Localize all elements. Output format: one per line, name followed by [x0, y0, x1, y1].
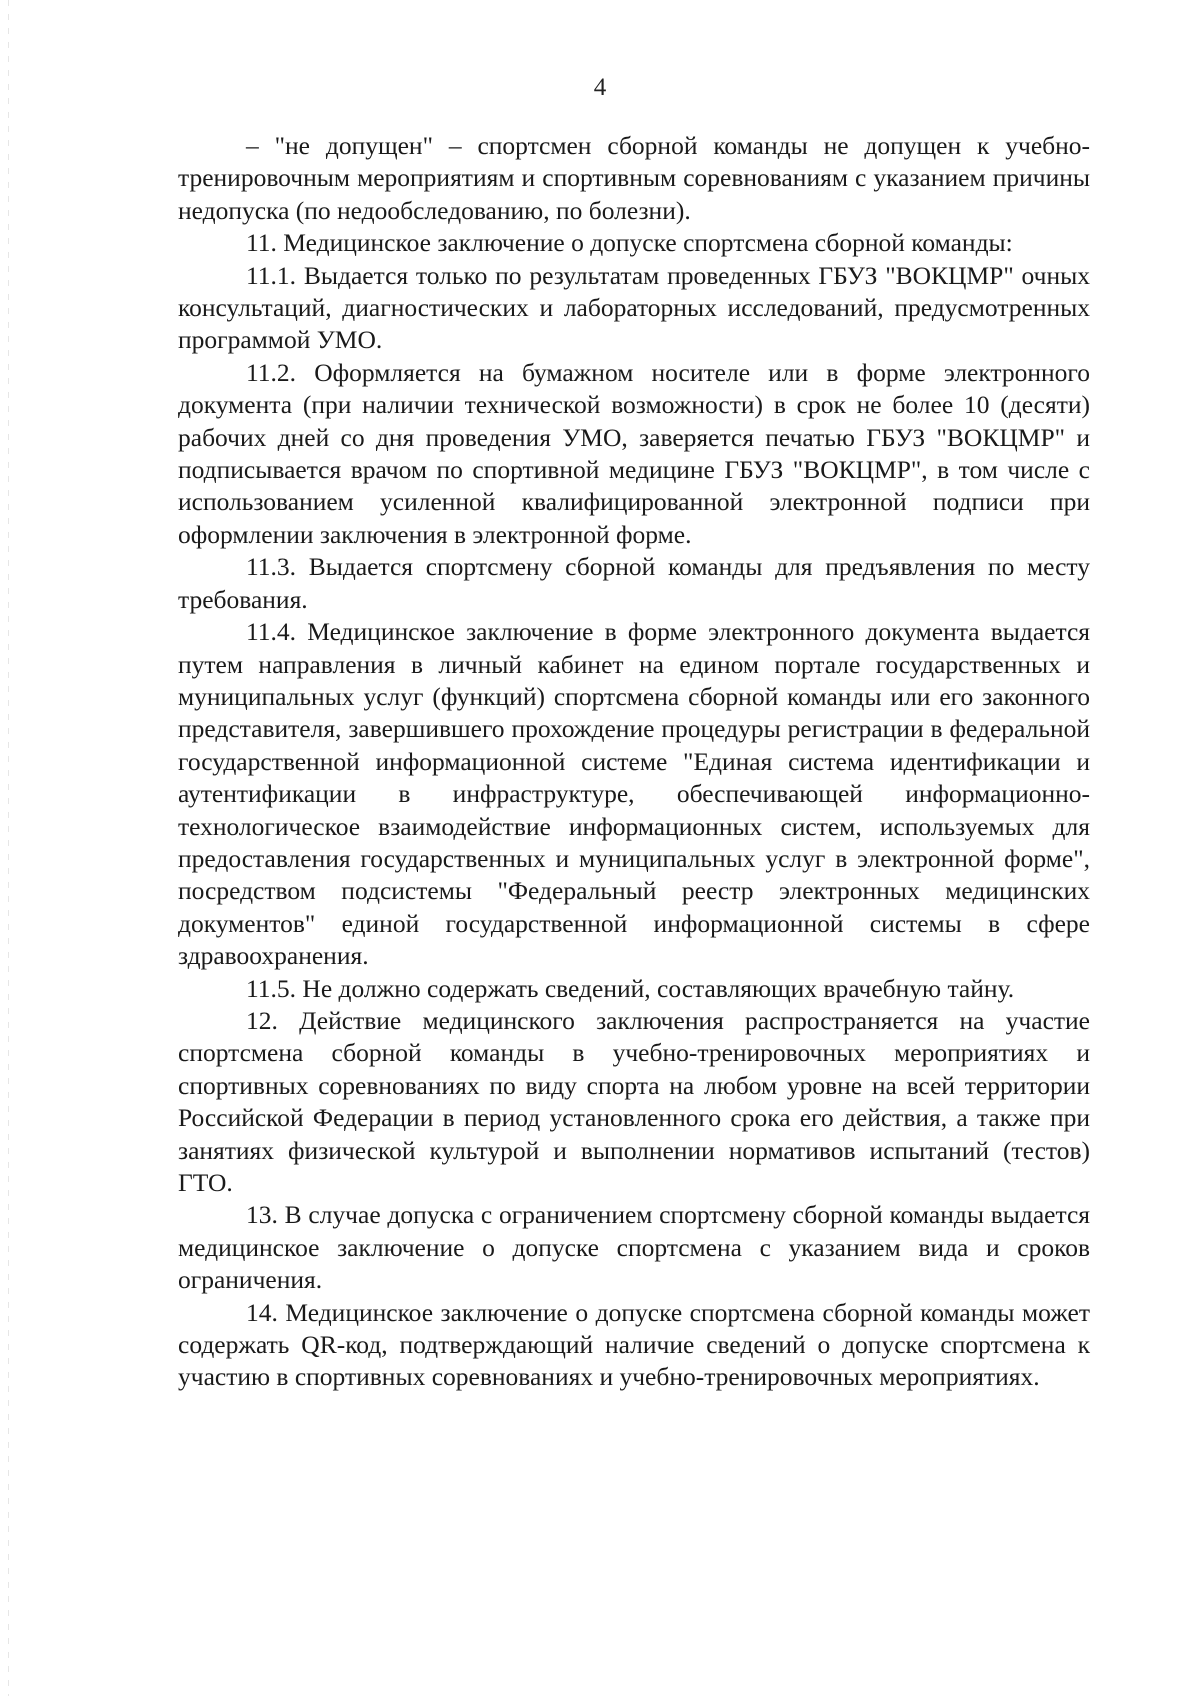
paragraph-12: 12. Действие медицинского заключения распространяется на участие спортсмена сборной команды в учебно-тренировочных мероприятиях и спортивных соревнованиях по виду спорта на любом уровне на всей территории Российской Федерации в период установленного срока его действия, а также при занятиях физической культурой и выполнении нормативов испытаний (тестов) ГТО.	[178, 1005, 1090, 1197]
paragraph-11-1: 11.1. Выдается только по результатам проведенных ГБУЗ "ВОКЦМР" очных консультаций, диагностических и лабораторных исследований, предусмотренных программой УМО.	[178, 260, 1090, 355]
paragraph-13: 13. В случае допуска с ограничением спортсмену сборной команды выдается медицинское заключение о допуске спортсмена с указанием вида и сроков ограничения.	[178, 1200, 1090, 1295]
page-number: 4	[593, 74, 607, 101]
paragraph-not-admitted: – "не допущен" – спортсмен сборной команды не допущен к учебно-тренировочным мероприятиям и спортивным соревнованиям с указанием причины недопуска (по недообследованию, по болезни).	[178, 131, 1090, 225]
paragraph-11-4: 11.4. Медицинское заключение в форме электронного документа выдается путем направления в личный кабинет на едином портале государственных и муниципальных услуг (функций) спортсмена сборной команды или его законного представителя, завершившего прохождение процедуры регистрации в федеральной государственной информационной системе "Единая система идентификации и аутентификации в инфраструктуре, обеспечивающей информационно-технологическое взаимодействие информационных систем, используемых для предоставления государственных и муниципальных услуг в электронной форме", посредством подсистемы "Федеральный реестр электронных медицинских документов" единой государственной информационной системы в сфере здравоохранения.	[178, 617, 1090, 971]
paragraph-11: 11. Медицинское заключение о допуске спортсмена сборной команды:	[246, 228, 1013, 258]
paragraph-11-5: 11.5. Не должно содержать сведений, составляющих врачебную тайну.	[246, 973, 1015, 1003]
scan-edge	[8, 0, 9, 1696]
paragraph-11-3: 11.3. Выдается спортсмену сборной команды для предъявления по месту требования.	[178, 552, 1090, 614]
paragraph-11-2: 11.2. Оформляется на бумажном носителе или в форме электронного документа (при наличии технической возможности) в срок не более 10 (десяти) рабочих дней со дня проведения УМО, заверяется печатью ГБУЗ "ВОКЦМР" и подписывается врачом по спортивной медицине ГБУЗ "ВОКЦМР", в том числе с использованием усиленной квалифицированной электронной подписи при оформлении заключения в электронной форме.	[178, 357, 1090, 549]
document-body	[178, 130, 1090, 1394]
paragraph-14: 14. Медицинское заключение о допуске спортсмена сборной команды может содержать QR-код, подтверждающий наличие сведений о допуске спортсмена к участию в спортивных соревнованиях и учебно-тренировочных мероприятиях.	[178, 1297, 1090, 1392]
